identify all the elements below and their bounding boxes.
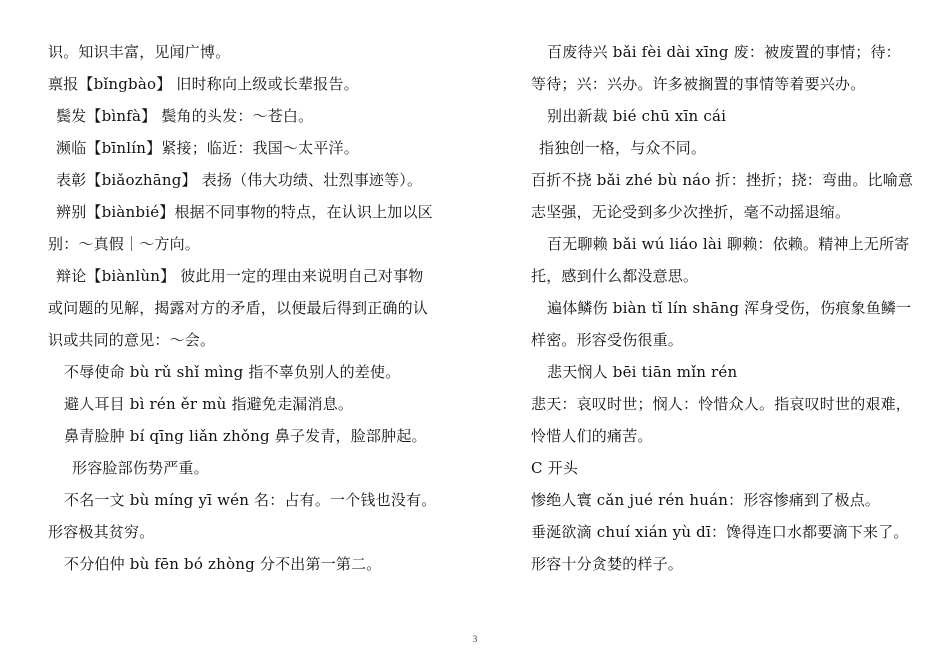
text-line: 悲天悯人 bēi tiān mǐn rén bbox=[547, 363, 738, 381]
text-line: 形容极其贫穷。 bbox=[48, 523, 155, 541]
text-line: C 开头 bbox=[531, 459, 579, 477]
text-line: 惨绝人寰 cǎn jué rén huán：形容惨痛到了极点。 bbox=[531, 491, 881, 509]
text-line: 百废待兴 bǎi fèi dài xīng 废：被废置的事情；待： bbox=[547, 43, 901, 61]
text-line: 辩论【biànlùn】 彼此用一定的理由来说明自己对事物 bbox=[56, 267, 424, 285]
text-line: 濒临【bīnlín】紧接；临近：我国～太平洋。 bbox=[56, 139, 359, 157]
text-line: 别出新裁 bié chū xīn cái bbox=[547, 107, 727, 125]
text-line: 等待；兴：兴办。许多被搁置的事情等着要兴办。 bbox=[531, 75, 866, 93]
text-line: 鼻青脸肿 bí qīng liǎn zhǒng 鼻子发青，脸部肿起。 bbox=[64, 427, 427, 445]
text-line: 指独创一格，与众不同。 bbox=[539, 139, 707, 157]
text-line: 不分伯仲 bù fēn bó zhòng 分不出第一第二。 bbox=[64, 555, 382, 573]
text-line: 识。知识丰富，见闻广博。 bbox=[48, 43, 231, 61]
text-line: 垂涎欲滴 chuí xián yù dī：馋得连口水都要滴下来了。 bbox=[531, 523, 909, 541]
text-line: 遍体鳞伤 biàn tǐ lín shāng 浑身受伤，伤痕象鱼鳞一 bbox=[547, 299, 912, 317]
page-number: 3 bbox=[472, 634, 478, 644]
text-line: 百折不挠 bǎi zhé bù náo 折：挫折；挠：弯曲。比喻意 bbox=[531, 171, 914, 189]
text-line: 百无聊赖 bǎi wú liáo lài 聊赖：依赖。精神上无所寄 bbox=[547, 235, 910, 253]
text-line: 托，感到什么都没意思。 bbox=[531, 267, 699, 285]
text-line: 形容十分贪婪的样子。 bbox=[531, 555, 684, 573]
text-line: 禀报【bǐngbào】 旧时称向上级或长辈报告。 bbox=[48, 75, 359, 93]
text-line: 志坚强，无论受到多少次挫折，毫不动摇退缩。 bbox=[531, 203, 851, 221]
left-column bbox=[48, 36, 448, 580]
right-column bbox=[531, 36, 931, 580]
text-line: 不名一文 bù míng yī wén 名：占有。一个钱也没有。 bbox=[64, 491, 437, 509]
text-line: 不辱使命 bù rǔ shǐ mìng 指不辜负别人的差使。 bbox=[64, 363, 401, 381]
text-line: 或问题的见解，揭露对方的矛盾，以便最后得到正确的认 bbox=[48, 299, 429, 317]
text-line: 怜惜人们的痛苦。 bbox=[531, 427, 653, 445]
text-line: 避人耳目 bì rén ěr mù 指避免走漏消息。 bbox=[64, 395, 354, 413]
text-line: 鬓发【bìnfà】 鬓角的头发：～苍白。 bbox=[56, 107, 314, 125]
text-line: 别：～真假｜～方向。 bbox=[48, 235, 201, 253]
text-line: 悲天：哀叹时世；悯人：怜惜众人。指哀叹时世的艰难， bbox=[531, 395, 912, 413]
text-line: 识或共同的意见：～会。 bbox=[48, 331, 216, 349]
text-line: 样密。形容受伤很重。 bbox=[531, 331, 684, 349]
text-line: 辨别【biànbié】根据不同事物的特点，在认识上加以区 bbox=[56, 203, 433, 221]
text-line: 表彰【biǎozhāng】 表扬（伟大功绩、壮烈事迹等）。 bbox=[56, 171, 423, 189]
text-line: 形容脸部伤势严重。 bbox=[72, 459, 209, 477]
